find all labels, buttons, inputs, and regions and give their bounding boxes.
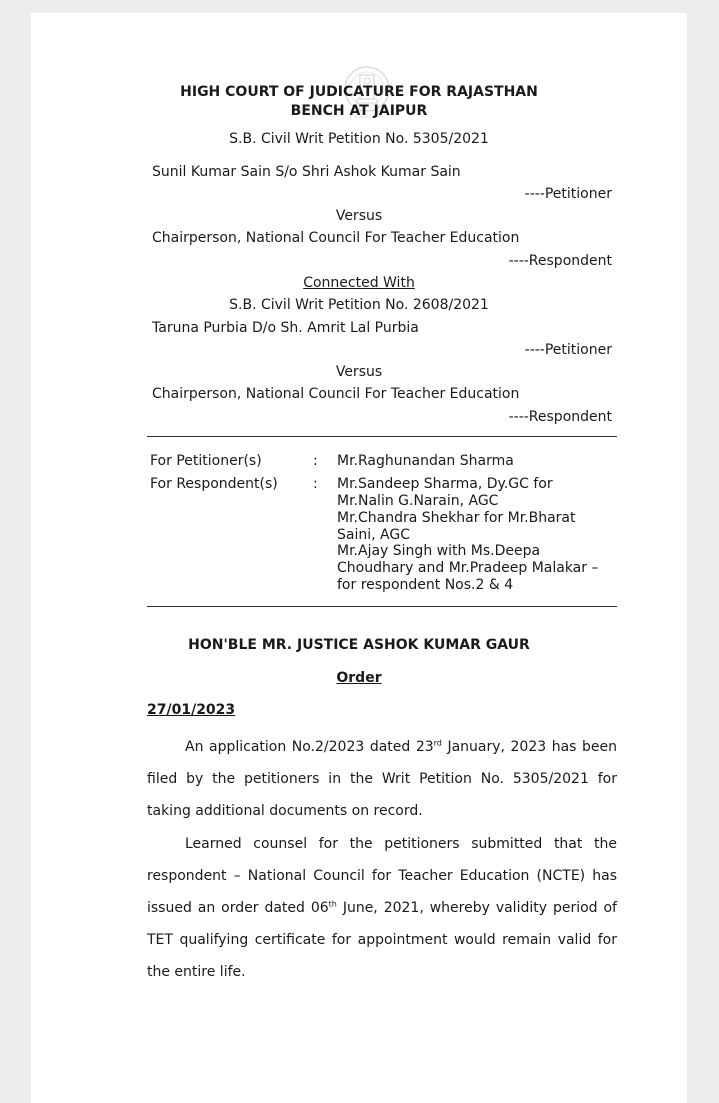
document-page bbox=[31, 13, 687, 1103]
paragraph-1-line: taking additional documents on record. bbox=[147, 803, 423, 819]
paragraph-2-line: the entire life. bbox=[147, 964, 246, 980]
case1-number: S.B. Civil Writ Petition No. 5305/2021 bbox=[229, 131, 489, 147]
case1-versus: Versus bbox=[335, 208, 383, 224]
order-heading: Order bbox=[336, 670, 382, 686]
court-title-line2: BENCH AT JAIPUR bbox=[290, 103, 428, 119]
case1-respondent-tag: ----Respondent bbox=[508, 253, 612, 269]
paragraph-2-line: TET qualifying certificate for appointment would remain valid for bbox=[147, 932, 617, 948]
connected-with-label: Connected With bbox=[303, 275, 415, 291]
case2-petitioner-tag: ----Petitioner bbox=[524, 342, 612, 358]
case1-petitioner-tag: ----Petitioner bbox=[524, 186, 612, 202]
divider-bottom bbox=[147, 606, 617, 607]
respondent-counsel-line: Mr.Sandeep Sharma, Dy.GC for bbox=[337, 476, 553, 492]
paragraph-2-line: respondent – National Council for Teacher Education (NCTE) has bbox=[147, 868, 617, 884]
judge-name: HON'BLE MR. JUSTICE ASHOK KUMAR GAUR bbox=[188, 637, 530, 653]
respondent-counsel-line: Mr.Ajay Singh with Ms.Deepa bbox=[337, 543, 541, 559]
order-date: 27/01/2023 bbox=[147, 702, 236, 718]
petitioner-label: For Petitioner(s) bbox=[150, 453, 262, 469]
case2-versus: Versus bbox=[335, 364, 383, 380]
paragraph-1-line: An application No.2/2023 dated 23rd January, 2023 has been bbox=[185, 738, 617, 755]
paragraph-1 bbox=[147, 731, 617, 827]
paragraph-1-line: filed by the petitioners in the Writ Petition No. 5305/2021 for bbox=[147, 771, 617, 787]
paragraph-2-line: Learned counsel for the petitioners submitted that the bbox=[185, 836, 617, 852]
case1-respondent: Chairperson, National Council For Teacher Education bbox=[152, 230, 520, 246]
case1-petitioner: Sunil Kumar Sain S/o Shri Ashok Kumar Sain bbox=[152, 164, 461, 180]
court-title-line1: HIGH COURT OF JUDICATURE FOR RAJASTHAN bbox=[180, 84, 538, 100]
paragraph-2 bbox=[147, 828, 617, 988]
case2-petitioner: Taruna Purbia D/o Sh. Amrit Lal Purbia bbox=[152, 320, 419, 336]
case2-respondent: Chairperson, National Council For Teacher Education bbox=[152, 386, 520, 402]
respondent-counsel-line: Mr.Nalin G.Narain, AGC bbox=[337, 493, 499, 509]
petitioner-counsel: Mr.Raghunandan Sharma bbox=[337, 453, 514, 469]
respondent-counsel-line: Mr.Chandra Shekhar for Mr.Bharat bbox=[337, 510, 576, 526]
respondent-colon: : bbox=[313, 476, 318, 492]
petitioner-colon: : bbox=[313, 453, 318, 469]
respondent-counsel-line: for respondent Nos.2 & 4 bbox=[337, 577, 514, 593]
paragraph-2-line: issued an order dated 06th June, 2021, whereby validity period of bbox=[147, 899, 617, 916]
divider-top bbox=[147, 436, 617, 437]
respondent-counsel-line: Saini, AGC bbox=[337, 527, 410, 543]
respondent-label: For Respondent(s) bbox=[150, 476, 278, 492]
respondent-counsel-line: Choudhary and Mr.Pradeep Malakar – bbox=[337, 560, 599, 576]
case2-number: S.B. Civil Writ Petition No. 2608/2021 bbox=[229, 297, 489, 313]
case2-respondent-tag: ----Respondent bbox=[508, 409, 612, 425]
